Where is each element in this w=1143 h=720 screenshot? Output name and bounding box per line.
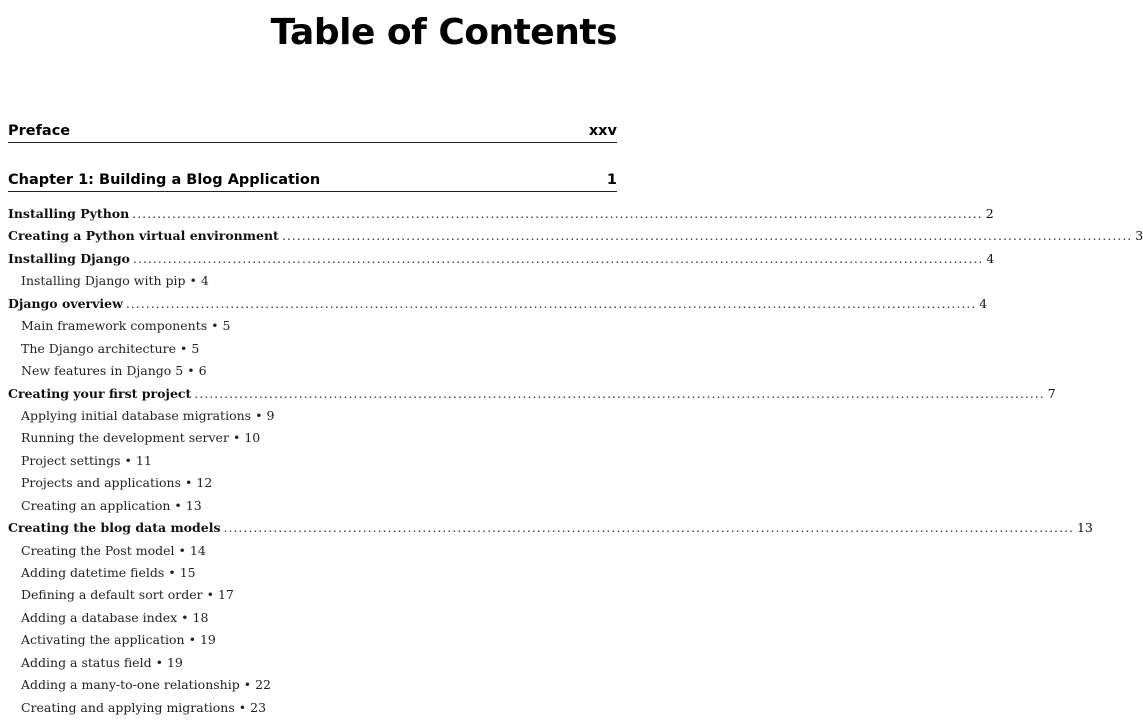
subentry-page: 11 — [135, 452, 152, 468]
toc-subentry[interactable] — [8, 427, 617, 449]
dot-leader: ........................................................................................................................................................................... — [281, 228, 1133, 244]
toc-entry[interactable] — [8, 225, 1143, 247]
subentry-label: Creating the Post model — [21, 542, 175, 558]
subentry-label: Adding a many-to-one relationship — [21, 677, 240, 693]
subentry-label: Main framework components — [21, 318, 208, 334]
toc-subentry[interactable] — [8, 697, 617, 719]
bullet-separator: • — [238, 699, 247, 715]
toc-entry[interactable] — [8, 203, 994, 225]
preface-page: xxv — [588, 123, 617, 139]
bullet-separator: • — [185, 475, 193, 491]
subentry-label: Activating the application — [21, 632, 185, 648]
subentry-page: 17 — [217, 587, 234, 603]
entry-label: Django overview — [8, 295, 123, 311]
entry-label: Installing Django — [8, 250, 130, 266]
toc-entry[interactable] — [8, 248, 995, 270]
subentry-page: 19 — [166, 654, 183, 670]
subentry-label: Project settings — [21, 452, 121, 468]
subentry-page: 4 — [200, 273, 209, 289]
entry-page: 4 — [979, 295, 988, 311]
subentry-label: Adding datetime fields — [21, 565, 165, 580]
toc-subentry[interactable] — [8, 495, 617, 517]
subentry-label: Applying initial database migrations — [21, 407, 252, 423]
toc-entry[interactable] — [8, 517, 1093, 539]
toc-subentry[interactable] — [8, 338, 617, 360]
subentry-label: Creating an application — [21, 497, 171, 513]
entry-label: Creating a Python virtual environment — [8, 228, 279, 244]
subentry-page: 13 — [185, 497, 202, 513]
bullet-separator: • — [206, 587, 214, 603]
toc-subentry[interactable] — [8, 360, 617, 382]
chapter-page: 1 — [606, 172, 617, 188]
entry-page: 7 — [1047, 385, 1056, 401]
toc-subentry[interactable] — [8, 652, 617, 674]
subentry-page: 19 — [199, 632, 216, 648]
subentry-page: 22 — [255, 677, 272, 693]
subentry-label: Defining a default sort order — [21, 587, 203, 603]
toc-entry-list — [8, 203, 1143, 719]
entry-page: 13 — [1076, 520, 1093, 536]
bullet-separator: • — [181, 609, 189, 625]
subentry-label: Installing Django with pip — [21, 273, 186, 289]
toc-subentry[interactable] — [8, 540, 617, 562]
toc-preface-heading[interactable] — [8, 123, 617, 143]
preface-label: Preface — [8, 123, 71, 139]
toc-entry[interactable] — [8, 383, 1056, 405]
subentry-page: 15 — [179, 565, 196, 580]
subentry-label: The Django architecture — [21, 340, 177, 356]
bullet-separator: • — [232, 430, 241, 446]
subentry-label: Projects and applications — [21, 475, 181, 491]
bullet-separator: • — [168, 565, 176, 580]
bullet-separator: • — [124, 452, 132, 468]
subentry-page: 10 — [244, 430, 261, 446]
bullet-separator: • — [243, 677, 252, 693]
toc-subentry[interactable] — [8, 270, 617, 292]
bullet-separator: • — [178, 542, 186, 558]
subentry-label: Running the development server — [21, 430, 229, 446]
subentry-page: 12 — [196, 475, 213, 491]
subentry-page: 18 — [192, 609, 209, 625]
bullet-separator: • — [189, 273, 197, 289]
toc-subentry[interactable] — [8, 607, 617, 629]
bullet-separator: • — [188, 632, 196, 648]
bullet-separator: • — [155, 654, 163, 670]
entry-page: 4 — [986, 250, 995, 266]
toc-subentry[interactable] — [8, 629, 617, 651]
subentry-label: Creating and applying migrations — [21, 699, 235, 715]
toc-subentry[interactable] — [8, 405, 617, 427]
dot-leader: ........................................................................................................................................................................... — [194, 385, 1045, 401]
entry-label: Installing Python — [8, 206, 130, 221]
subentry-label: Adding a status field — [21, 654, 152, 670]
subentry-label: Adding a database index — [21, 609, 178, 625]
toc-subentry[interactable] — [8, 584, 617, 606]
entry-label: Creating your first project — [8, 385, 192, 401]
subentry-label: New features in Django 5 — [21, 363, 184, 379]
toc-subentry[interactable] — [8, 472, 617, 494]
bullet-separator: • — [180, 340, 188, 356]
chapter-label: Chapter 1: Building a Blog Application — [8, 172, 321, 188]
page-title: Table of Contents — [270, 12, 617, 53]
dot-leader: ........................................................................................................................................................................... — [132, 250, 984, 266]
toc-subentry[interactable] — [8, 562, 617, 584]
subentry-page: 9 — [266, 407, 275, 423]
toc-subentry[interactable] — [8, 450, 617, 472]
entry-page: 2 — [985, 206, 994, 221]
bullet-separator: • — [174, 497, 182, 513]
bullet-separator: • — [187, 363, 195, 379]
subentry-page: 14 — [189, 542, 206, 558]
subentry-page: 5 — [222, 318, 231, 334]
subentry-page: 5 — [191, 340, 200, 356]
entry-page: 3 — [1135, 228, 1143, 244]
dot-leader: ........................................................................................................................................................................... — [132, 206, 983, 221]
dot-leader: ........................................................................................................................................................................... — [223, 520, 1074, 536]
toc-chapter-heading[interactable] — [8, 172, 617, 192]
bullet-separator: • — [255, 407, 263, 423]
bullet-separator: • — [211, 318, 219, 334]
subentry-page: 6 — [198, 363, 207, 379]
toc-subentry[interactable] — [8, 315, 617, 337]
subentry-page: 23 — [250, 699, 267, 715]
toc-subentry[interactable] — [8, 674, 617, 696]
toc-entry[interactable] — [8, 293, 988, 315]
dot-leader: ........................................................................................................................................................................... — [125, 295, 977, 311]
entry-label: Creating the blog data models — [8, 520, 221, 536]
